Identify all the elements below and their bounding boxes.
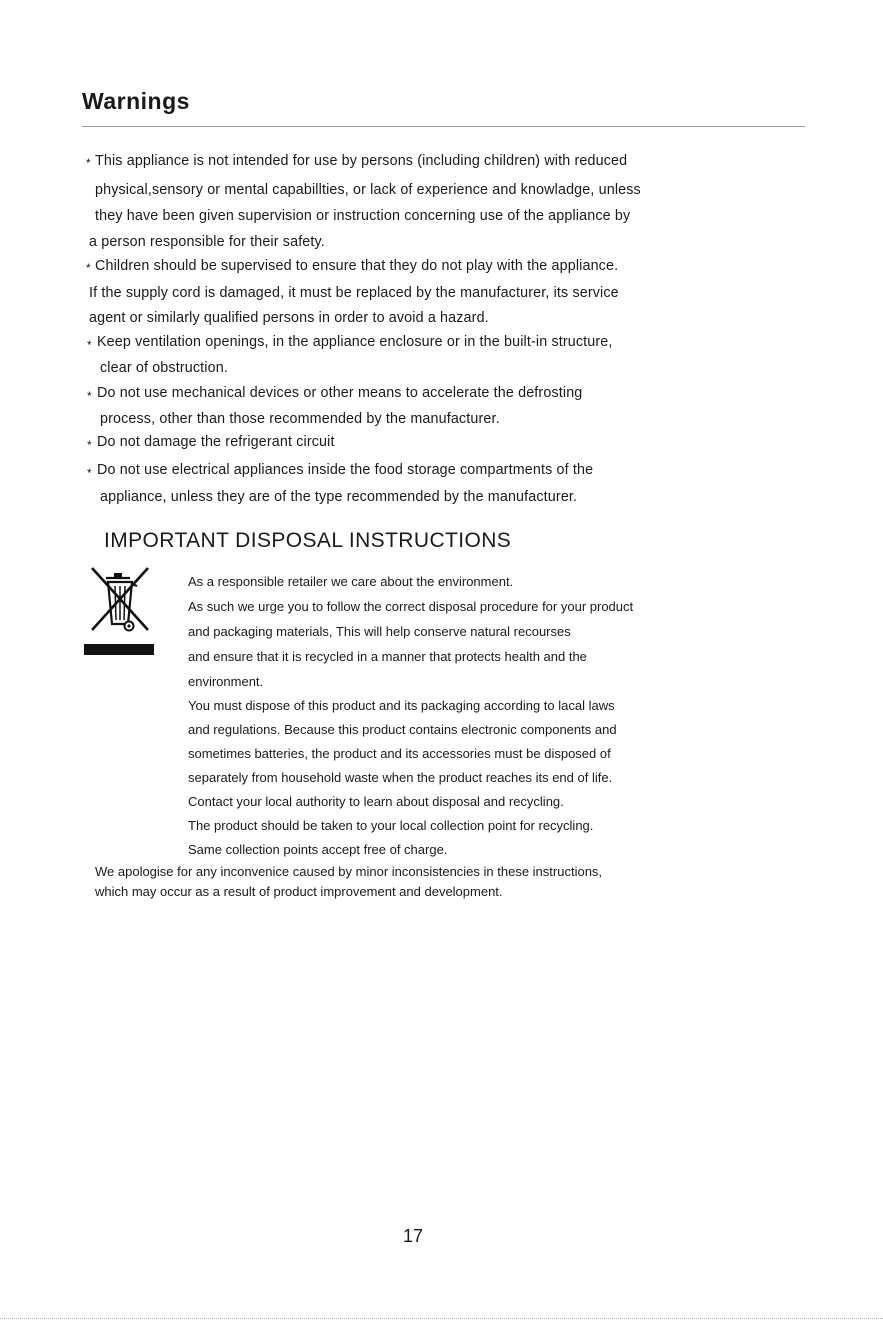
warning-line: Do not use electrical appliances inside the food storage compartments of the: [97, 462, 594, 478]
warning-line: they have been given supervision or instruction concerning use of the appliance by: [95, 208, 631, 224]
disposal-line: You must dispose of this product and its packaging according to lacal laws: [188, 698, 615, 713]
disposal-line: sometimes batteries, the product and its accessories must be disposed of: [188, 746, 611, 761]
warning-line: Do not damage the refrigerant circuit: [97, 434, 335, 450]
disposal-line: separately from household waste when the product reaches its end of life.: [188, 770, 613, 785]
title-divider: [82, 126, 805, 127]
warning-line: This appliance is not intended for use by persons (including children) with reduced: [95, 153, 628, 169]
page-number: 17: [402, 1226, 424, 1246]
disposal-line: and regulations. Because this product contains electronic components and: [188, 722, 617, 737]
warning-line: agent or similarly qualified persons in order to avoid a hazard.: [89, 310, 489, 326]
warning-line: Keep ventilation openings, in the appliance enclosure or in the built-in structure,: [97, 334, 613, 350]
bullet-marker: *: [87, 466, 92, 480]
bullet-marker: *: [87, 389, 92, 403]
warnings-title: Warnings: [82, 88, 190, 114]
bullet-marker: *: [87, 338, 92, 352]
crossed-out-wheelie-bin-icon: [84, 564, 156, 656]
disposal-line: The product should be taken to your local collection point for recycling.: [188, 818, 594, 833]
disposal-line: Same collection points accept free of charge.: [188, 842, 448, 857]
page-edge-dotted-line: [0, 1318, 883, 1319]
bullet-marker: *: [86, 261, 91, 275]
warning-line: appliance, unless they are of the type recommended by the manufacturer.: [100, 489, 578, 505]
disposal-line: and packaging materials, This will help conserve natural recourses: [188, 624, 571, 639]
warning-line: process, other than those recommended by the manufacturer.: [100, 411, 500, 427]
disposal-line: Contact your local authority to learn about disposal and recycling.: [188, 794, 564, 809]
disposal-heading: IMPORTANT DISPOSAL INSTRUCTIONS: [104, 529, 512, 552]
warning-line: Do not use mechanical devices or other means to accelerate the defrosting: [97, 385, 583, 401]
apology-line: which may occur as a result of product improvement and development.: [95, 884, 503, 899]
warning-line: a person responsible for their safety.: [89, 234, 325, 250]
disposal-line: As a responsible retailer we care about the environment.: [188, 574, 514, 589]
disposal-line: and ensure that it is recycled in a manner that protects health and the: [188, 649, 587, 664]
disposal-line: environment.: [188, 674, 264, 689]
warning-line: Children should be supervised to ensure that they do not play with the appliance.: [95, 258, 619, 274]
apology-line: We apologise for any inconvenice caused by minor inconsistencies in these instructions,: [95, 864, 603, 879]
bullet-marker: *: [86, 156, 91, 170]
bullet-marker: *: [87, 438, 92, 452]
warning-line: physical,sensory or mental capabillties, or lack of experience and knowladge, unless: [95, 182, 641, 198]
warning-line: If the supply cord is damaged, it must be replaced by the manufacturer, its service: [89, 285, 619, 301]
disposal-line: As such we urge you to follow the correct disposal procedure for your product: [188, 599, 634, 614]
warning-line: clear of obstruction.: [100, 360, 228, 376]
